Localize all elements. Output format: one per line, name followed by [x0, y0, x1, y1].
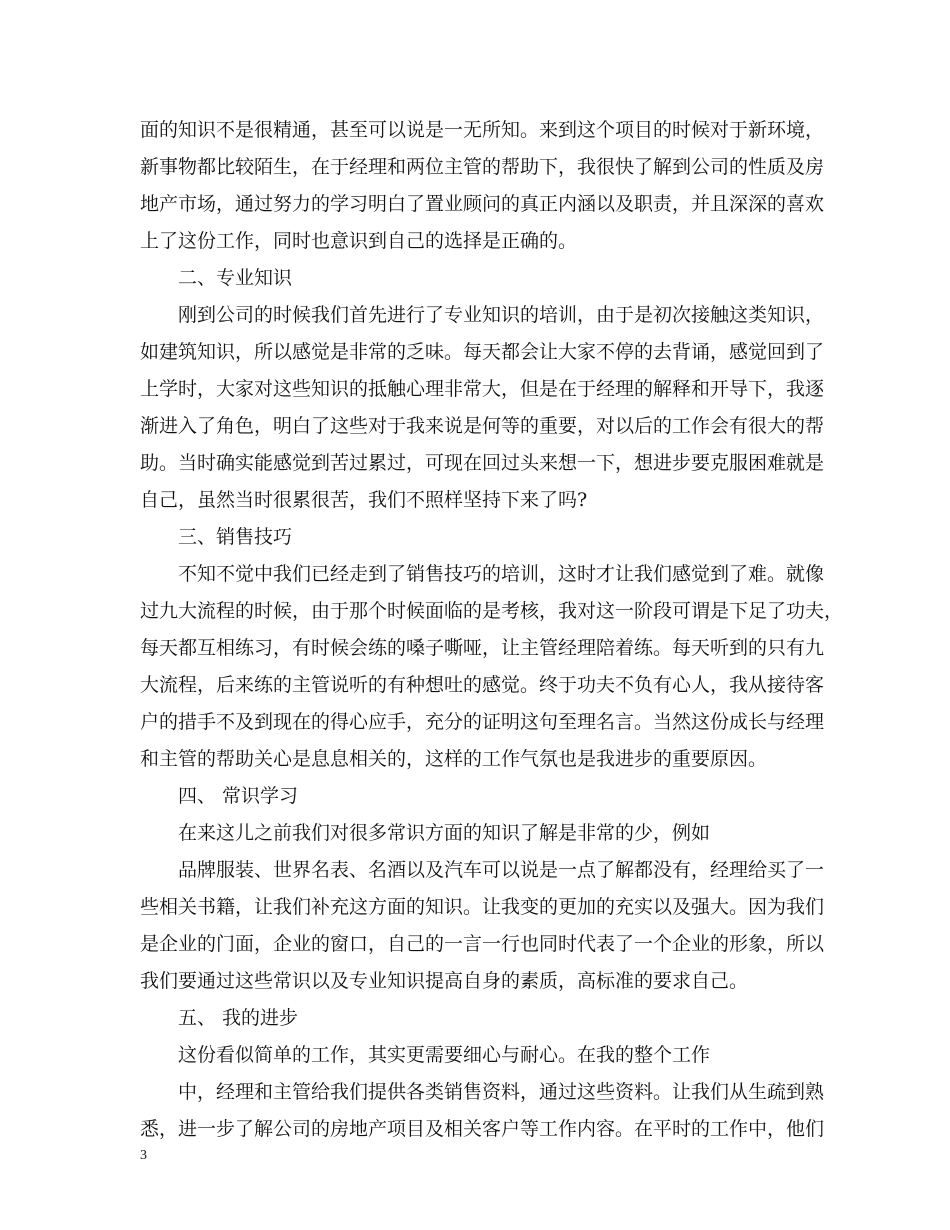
body-line: 是企业的门面，企业的窗口，自己的一言一行也同时代表了一个企业的形象，所以 [140, 933, 825, 955]
body-line: 地产市场，通过努力的学习明白了置业顾问的真正内涵以及职责，并且深深的喜欢 [140, 193, 825, 215]
body-line: 品牌服装、世界名表、名酒以及汽车可以说是一点了解都没有，经理给买了一 [178, 859, 825, 881]
body-line: 自己，虽然当时很累很苦，我们不照样坚持下来了吗? [140, 489, 588, 511]
body-line: 上了这份工作，同时也意识到自己的选择是正确的。 [140, 230, 578, 252]
section-heading: 二、专业知识 [178, 267, 293, 289]
body-line: 大流程，后来练的主管说听的有种想吐的感觉。终于功夫不负有心人，我从接待客 [140, 674, 825, 696]
section-heading: 四、 常识学习 [178, 785, 299, 807]
body-line: 新事物都比较陌生，在于经理和两位主管的帮助下，我很快了解到公司的性质及房 [140, 156, 825, 178]
body-line: 面的知识不是很精通，甚至可以说是一无所知。来到这个项目的时候对于新环境， [140, 119, 825, 141]
body-line: 在来这儿之前我们对很多常识方面的知识了解是非常的少，例如 [178, 822, 711, 844]
body-line: 助。当时确实能感觉到苦过累过，可现在回过头来想一下，想进步要克服困难就是 [140, 452, 825, 474]
body-line: 过九大流程的时候，由于那个时候面临的是考核，我对这一阶段可谓是下足了功夫， [140, 600, 844, 622]
body-line: 户的措手不及到现在的得心应手，充分的证明这句至理名言。当然这份成长与经理 [140, 711, 825, 733]
body-line: 悉，进一步了解公司的房地产项目及相关客户等工作内容。在平时的工作中，他们 [140, 1118, 825, 1140]
section-heading: 三、销售技巧 [178, 526, 293, 548]
body-line: 如建筑知识，所以感觉是非常的乏味。每天都会让大家不停的去背诵，感觉回到了 [140, 341, 825, 363]
body-line: 和主管的帮助关心是息息相关的，这样的工作气氛也是我进步的重要原因。 [140, 748, 768, 770]
body-line: 我们要通过这些常识以及专业知识提高自身的素质，高标准的要求自己。 [140, 970, 749, 992]
body-line: 上学时，大家对这些知识的抵触心理非常大，但是在于经理的解释和开导下，我逐 [140, 378, 825, 400]
body-line: 不知不觉中我们已经走到了销售技巧的培训，这时才让我们感觉到了难。就像 [178, 563, 825, 585]
body-line: 中，经理和主管给我们提供各类销售资料，通过这些资料。让我们从生疏到熟 [178, 1081, 825, 1103]
body-line: 渐进入了角色，明白了这些对于我来说是何等的重要，对以后的工作会有很大的帮 [140, 415, 825, 437]
body-line: 这份看似简单的工作，其实更需要细心与耐心。在我的整个工作 [178, 1044, 711, 1066]
body-line: 每天都互相练习，有时候会练的嗓子嘶哑，让主管经理陪着练。每天听到的只有九 [140, 637, 825, 659]
page-number: 3 [140, 1148, 147, 1163]
body-line: 些相关书籍，让我们补充这方面的知识。让我变的更加的充实以及强大。因为我们 [140, 896, 825, 918]
body-line: 刚到公司的时候我们首先进行了专业知识的培训，由于是初次接触这类知识， [178, 304, 825, 326]
section-heading: 五、 我的进步 [178, 1007, 299, 1029]
